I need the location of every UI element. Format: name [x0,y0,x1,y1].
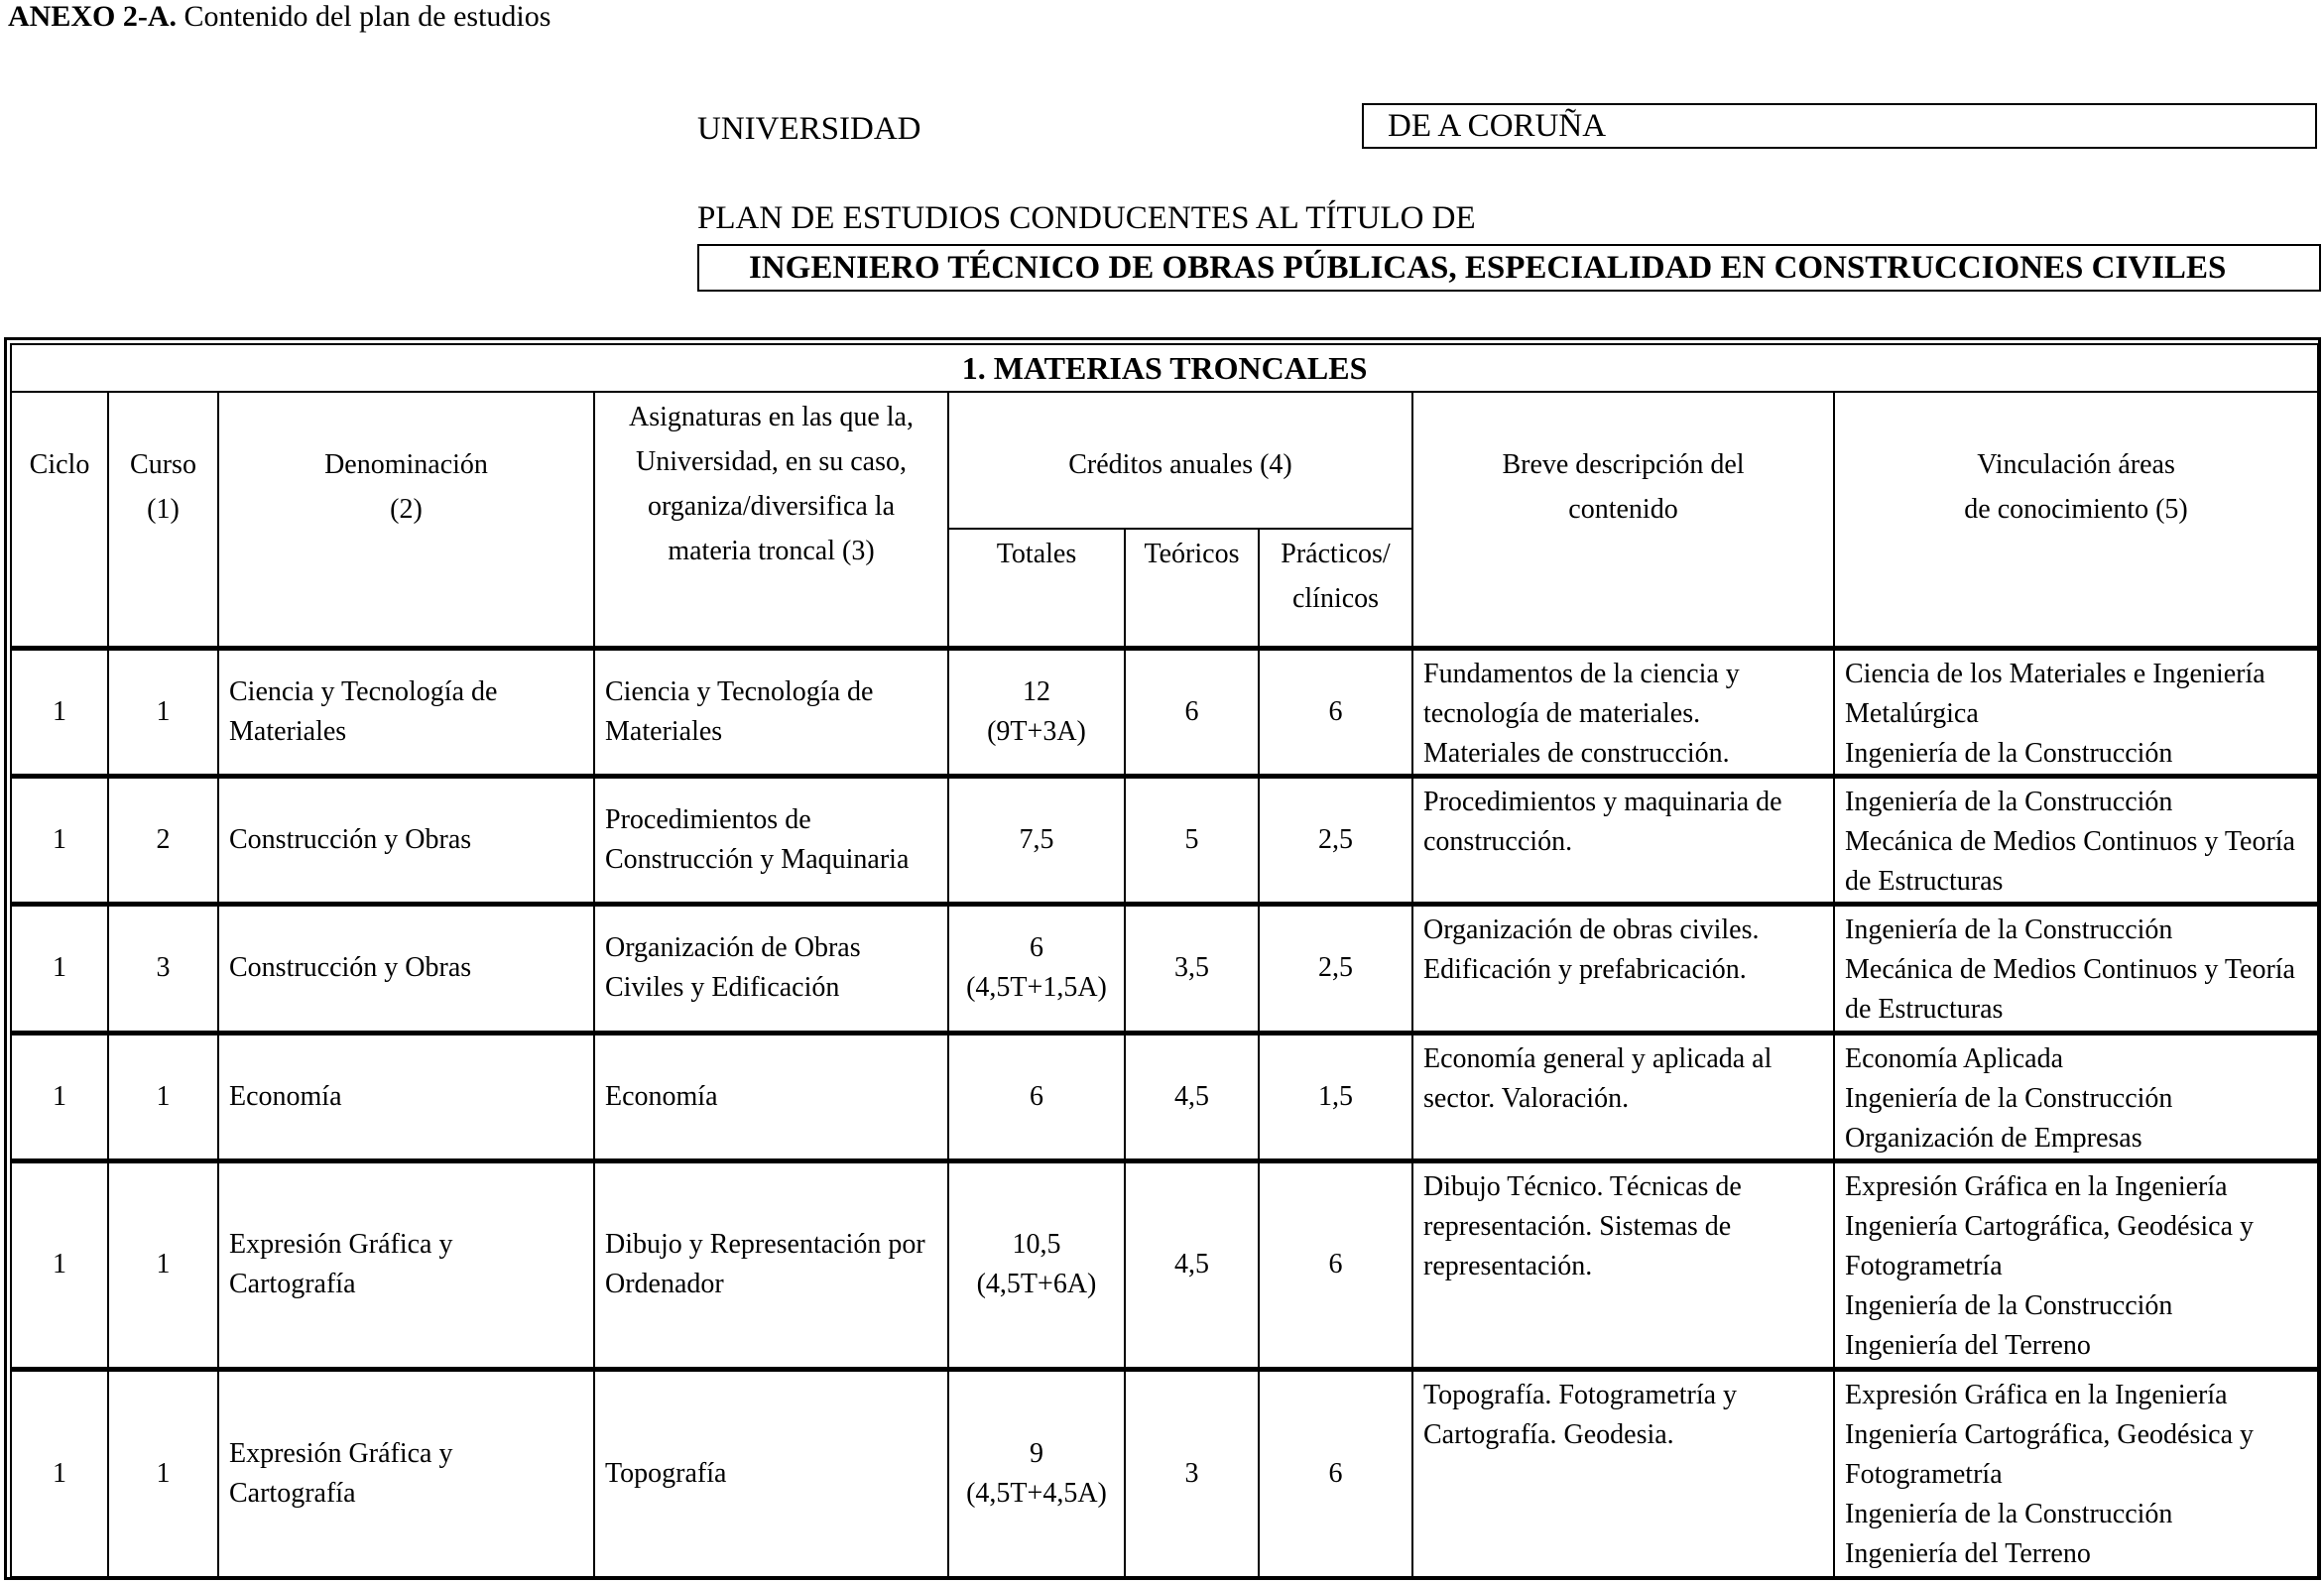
table-row [11,1033,2318,1160]
cell-asignaturas-text: Dibujo y Representación por [605,1229,925,1260]
cell-curso-text: 1 [156,695,171,727]
cell-vinculacion-text: Expresión Gráfica en la Ingeniería [1845,1170,2228,1202]
col-denominacion [218,392,594,648]
cell-practicos [1259,904,1412,1033]
cell-curso [108,776,218,904]
cell-totales-text: (4,5T+6A) [976,1269,1097,1299]
cell-denominacion [218,1033,594,1160]
university-label: UNIVERSIDAD [697,111,921,147]
cell-ciclo-text: 1 [53,823,66,855]
col-practicos [1259,529,1412,648]
cell-teoricos-text: 4,5 [1174,1249,1209,1279]
cell-asignaturas [594,776,948,904]
cell-teoricos [1125,648,1259,776]
degree-title: INGENIERO TÉCNICO DE OBRAS PÚBLICAS, ESPECIALIDAD EN CONSTRUCCIONES CIVILES [697,244,2321,292]
cell-teoricos-text: 6 [1184,695,1199,727]
cell-denominacion-text: Cartografía [229,1477,356,1509]
cell-practicos [1259,648,1412,776]
cell-totales-text: 9 [1030,1437,1043,1469]
cell-asignaturas [594,904,948,1033]
cell-totales-text: (9T+3A) [987,715,1086,747]
university-value: DE A CORUÑA [1362,103,2317,149]
col-asignaturas-line4: materia troncal (3) [668,536,875,566]
cell-vinculacion-text: Ingeniería Cartográfica, Geodésica y [1845,1418,2255,1450]
cell-ciclo [11,1369,108,1577]
cell-totales-text: 7,5 [1019,823,1054,855]
cell-descripcion [1412,776,1834,904]
cell-practicos-text: 6 [1328,1249,1343,1279]
cell-descripcion-text: Economía general y aplicada al [1423,1042,1773,1074]
col-totales: Totales [948,529,1125,648]
cell-vinculacion-text: Ciencia de los Materiales e Ingeniería [1845,658,2265,689]
cell-totales [948,1033,1125,1160]
cell-vinculacion-text: Fotogrametría [1845,1250,2003,1281]
cell-asignaturas-text: Ciencia y Tecnología de [605,675,874,707]
cell-vinculacion-text: Metalúrgica [1845,697,1979,729]
cell-teoricos [1125,776,1259,904]
cell-descripcion-text: representación. [1423,1250,1593,1281]
cell-practicos [1259,1033,1412,1160]
cell-denominacion-text: Construcción y Obras [229,952,472,983]
col-curso-label: Curso [130,449,196,480]
cell-asignaturas-text: Materiales [605,715,723,747]
table-row [11,1369,2318,1577]
cell-denominacion-text: Expresión Gráfica y [229,1437,453,1469]
cell-denominacion-text: Expresión Gráfica y [229,1229,453,1260]
cell-ciclo-text: 1 [53,952,66,983]
cell-descripcion [1412,1160,1834,1369]
cell-ciclo-text: 1 [53,695,66,727]
cell-totales [948,648,1125,776]
cell-vinculacion-text: Ingeniería del Terreno [1845,1537,2091,1569]
cell-totales-text: 6 [1030,932,1043,963]
cell-ciclo [11,776,108,904]
col-practicos-line1: Prácticos/ [1281,539,1391,569]
section-title: 1. MATERIAS TRONCALES [11,344,2318,392]
cell-denominacion-text: Economía [229,1080,342,1112]
col-creditos-label: Créditos anuales (4) [1068,449,1292,480]
cell-totales-text: (4,5T+4,5A) [966,1477,1107,1509]
cell-ciclo-text: 1 [53,1080,66,1112]
cell-descripcion-text: Cartografía. Geodesia. [1423,1418,1674,1450]
cell-descripcion-text: construcción. [1423,825,1573,857]
cell-teoricos-text: 3 [1184,1457,1199,1489]
cell-vinculacion-text: Ingeniería de la Construcción [1845,786,2173,817]
col-asignaturas-line3: organiza/diversifica la [647,491,896,522]
cell-descripcion-text: tecnología de materiales. [1423,697,1701,729]
cell-practicos-text: 6 [1328,695,1343,727]
cell-descripcion [1412,904,1834,1033]
table-row [11,904,2318,1033]
cell-curso [108,648,218,776]
cell-descripcion-text: Edificación y prefabricación. [1423,953,1747,985]
cell-vinculacion-text: Ingeniería de la Construcción [1845,1498,2173,1529]
cell-curso [108,904,218,1033]
cell-asignaturas [594,1033,948,1160]
cell-totales-text: (4,5T+1,5A) [966,972,1107,1003]
cell-ciclo [11,1033,108,1160]
cell-asignaturas-text: Construcción y Maquinaria [605,843,910,875]
cell-vinculacion-text: Ingeniería de la Construcción [1845,737,2173,769]
col-descripcion-line2: contenido [1568,494,1678,525]
cell-vinculacion-text: Economía Aplicada [1845,1042,2064,1074]
col-descripcion [1412,392,1834,648]
col-descripcion-line1: Breve descripción del [1502,449,1745,480]
cell-totales [948,1160,1125,1369]
col-teoricos: Teóricos [1125,529,1259,648]
cell-teoricos-text: 3,5 [1174,952,1209,983]
cell-descripcion [1412,648,1834,776]
cell-vinculacion-text: Expresión Gráfica en la Ingeniería [1845,1379,2228,1410]
cell-denominacion [218,648,594,776]
col-denominacion-label: Denominación [324,449,488,480]
cell-vinculacion-text: Ingeniería Cartográfica, Geodésica y [1845,1210,2255,1242]
cell-teoricos [1125,1369,1259,1577]
cell-descripcion-text: Materiales de construcción. [1423,737,1730,769]
cell-ciclo [11,904,108,1033]
cell-asignaturas-text: Organización de Obras [605,932,861,963]
cell-vinculacion-text: de Estructuras [1845,993,2004,1025]
cell-totales-text: 12 [1023,675,1050,707]
cell-descripcion-text: representación. Sistemas de [1423,1210,1732,1242]
col-creditos [948,392,1412,529]
cell-curso [108,1160,218,1369]
col-ciclo [11,392,108,648]
cell-vinculacion-text: Fotogrametría [1845,1458,2003,1490]
cell-ciclo [11,648,108,776]
cell-descripcion [1412,1033,1834,1160]
cell-vinculacion-text: Ingeniería de la Construcción [1845,1082,2173,1114]
cell-teoricos [1125,904,1259,1033]
cell-vinculacion [1834,776,2318,904]
cell-asignaturas-text: Economía [605,1080,718,1112]
cell-teoricos-text: 4,5 [1174,1080,1209,1112]
cell-vinculacion-text: Organización de Empresas [1845,1122,2142,1154]
table-row [11,776,2318,904]
cell-asignaturas [594,648,948,776]
cell-descripcion-text: Procedimientos y maquinaria de [1423,786,1782,817]
cell-totales-text: 6 [1030,1080,1043,1112]
cell-practicos [1259,1160,1412,1369]
cell-practicos-text: 2,5 [1318,823,1353,855]
col-curso [108,392,218,648]
cell-teoricos [1125,1160,1259,1369]
cell-vinculacion-text: Mecánica de Medios Continuos y Teoría [1845,953,2295,985]
cell-vinculacion [1834,1369,2318,1577]
cell-denominacion [218,1369,594,1577]
cell-curso-text: 2 [156,823,171,855]
cell-totales [948,1369,1125,1577]
cell-curso-text: 3 [156,952,171,983]
cell-practicos-text: 2,5 [1318,952,1353,983]
cell-descripcion-text: Organización de obras civiles. [1423,914,1760,945]
cell-asignaturas-text: Topografía [605,1457,727,1489]
cell-vinculacion-text: Ingeniería del Terreno [1845,1329,2091,1361]
cell-denominacion-text: Ciencia y Tecnología de [229,675,498,707]
cell-vinculacion [1834,904,2318,1033]
cell-practicos [1259,1369,1412,1577]
cell-descripcion-text: Topografía. Fotogrametría y [1423,1379,1738,1410]
cell-curso-text: 1 [156,1249,171,1279]
col-asignaturas-line1: Asignaturas en las que la, [629,402,914,432]
cell-descripcion-text: Fundamentos de la ciencia y [1423,658,1740,689]
cell-asignaturas-text: Civiles y Edificación [605,972,840,1003]
col-practicos-line2: clínicos [1291,583,1380,614]
col-vinculacion [1834,392,2318,648]
cell-ciclo [11,1160,108,1369]
cell-asignaturas [594,1369,948,1577]
col-curso-note: (1) [147,494,180,525]
cell-descripcion-text: sector. Valoración. [1423,1082,1630,1114]
col-ciclo-label: Ciclo [29,449,90,480]
materias-table [10,343,2319,1578]
cell-vinculacion [1834,1033,2318,1160]
cell-teoricos [1125,1033,1259,1160]
table-row [11,648,2318,776]
cell-descripcion-text: Dibujo Técnico. Técnicas de [1423,1170,1742,1202]
cell-vinculacion [1834,1160,2318,1369]
cell-vinculacion-text: Ingeniería de la Construcción [1845,1289,2173,1321]
cell-teoricos-text: 5 [1184,823,1199,855]
col-vinculacion-line1: Vinculación áreas [1977,449,2175,480]
cell-vinculacion [1834,648,2318,776]
col-denominacion-note: (2) [390,494,423,525]
cell-vinculacion-text: de Estructuras [1845,865,2004,897]
cell-curso [108,1033,218,1160]
cell-asignaturas [594,1160,948,1369]
plan-label: PLAN DE ESTUDIOS CONDUCENTES AL TÍTULO DE [697,200,1476,236]
cell-vinculacion-text: Mecánica de Medios Continuos y Teoría [1845,825,2295,857]
cell-curso-text: 1 [156,1080,171,1112]
cell-ciclo-text: 1 [53,1249,66,1279]
annex-heading [8,0,550,34]
cell-denominacion-text: Construcción y Obras [229,823,472,855]
col-vinculacion-line2: de conocimiento (5) [1964,494,2188,525]
cell-totales [948,904,1125,1033]
cell-practicos [1259,776,1412,904]
annex-label: ANEXO 2-A. [8,0,177,33]
cell-vinculacion-text: Ingeniería de la Construcción [1845,914,2173,945]
cell-asignaturas-text: Ordenador [605,1269,724,1299]
table-row [11,1160,2318,1369]
annex-caption: Contenido del plan de estudios [177,0,551,33]
col-asignaturas [594,392,948,648]
cell-denominacion-text: Materiales [229,715,347,747]
cell-denominacion [218,776,594,904]
cell-totales [948,776,1125,904]
cell-curso-text: 1 [156,1457,171,1489]
cell-ciclo-text: 1 [53,1457,66,1489]
cell-denominacion [218,904,594,1033]
cell-curso [108,1369,218,1577]
cell-asignaturas-text: Procedimientos de [605,803,811,835]
cell-practicos-text: 6 [1328,1457,1343,1489]
cell-totales-text: 10,5 [1012,1229,1061,1260]
cell-practicos-text: 1,5 [1318,1080,1353,1112]
cell-descripcion [1412,1369,1834,1577]
cell-denominacion [218,1160,594,1369]
cell-denominacion-text: Cartografía [229,1269,356,1299]
col-asignaturas-line2: Universidad, en su caso, [636,446,907,477]
